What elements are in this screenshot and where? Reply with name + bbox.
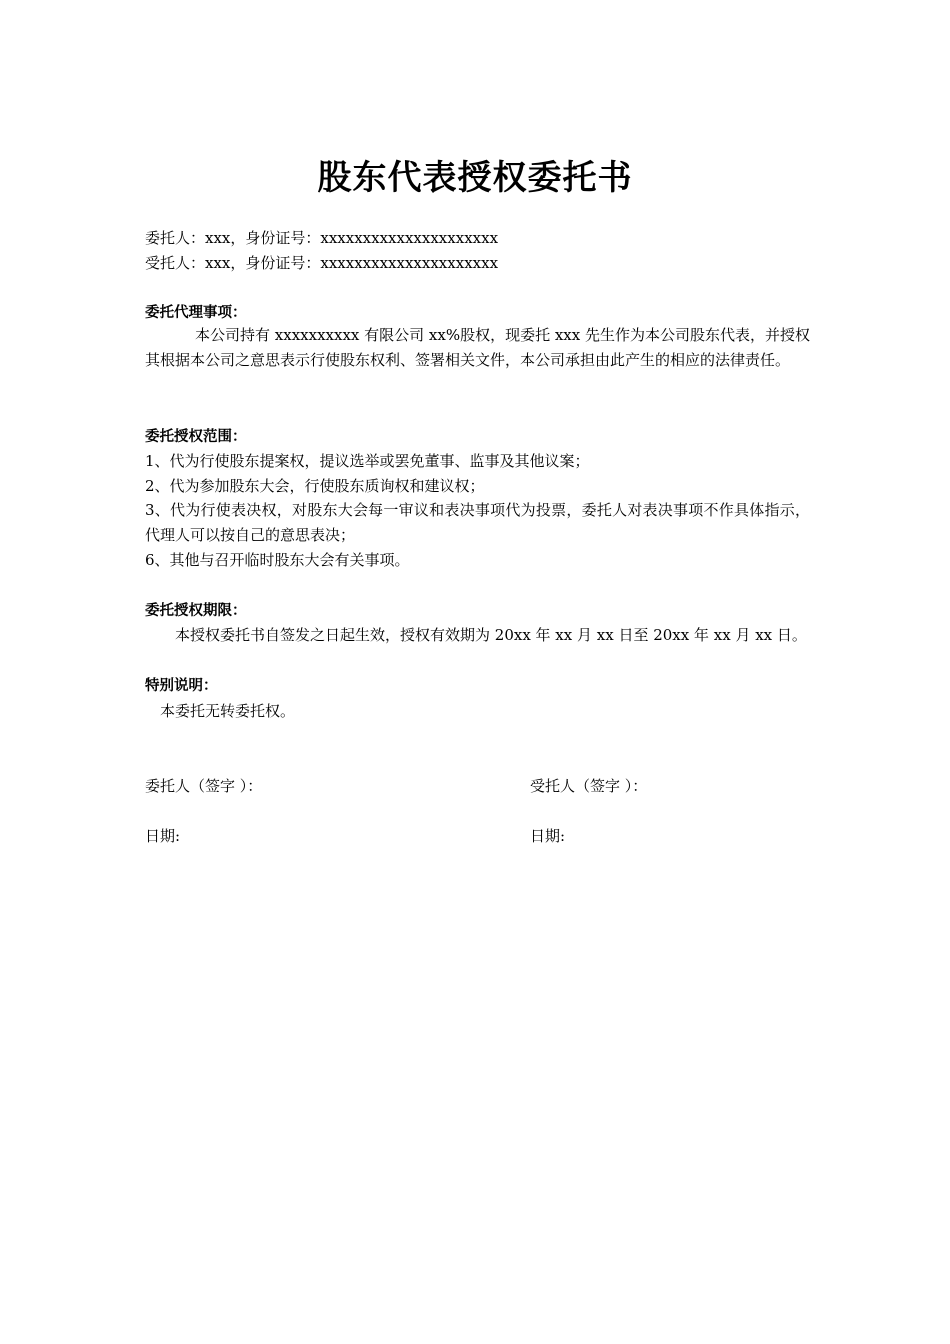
agent-line: 受托人：xxx，身份证号：xxxxxxxxxxxxxxxxxxxxx [145,254,499,272]
scope-item-2: 2、代为参加股东大会，行使股东质询权和建议权； [145,477,485,495]
scope-item-4: 6、其他与召开临时股东大会有关事项。 [145,551,410,569]
matters-heading: 委托代理事项： [145,305,247,321]
principal-line: 委托人：xxx，身份证号：xxxxxxxxxxxxxxxxxxxxx [145,229,499,247]
principal-date-label: 日期: [145,827,181,845]
agent-date-label: 日期: [530,827,566,845]
scope-heading: 委托授权范围： [145,429,247,445]
matters-body: 本公司持有 xxxxxxxxxx 有限公司 xx%股权，现委托 xxx 先生作为本公司股东代表，并授权其根据本公司之意思表示行使股东权利、签署相关文件，本公司承担由此产生的相应的法律责任。 [145,326,810,369]
note-heading: 特别说明： [145,678,218,694]
scope-item-1: 1、代为行使股东提案权，提议选举或罢免董事、监事及其他议案； [145,452,590,470]
scope-item-3: 3、代为行使表决权，对股东大会每一审议和表决事项代为投票，委托人对表决事项不作具体指示，代理人可以按自己的意思表决； [145,501,810,544]
note-body: 本委托无转委托权。 [160,702,296,720]
term-body: 本授权委托书自签发之日起生效，授权有效期为 20xx 年 xx 月 xx 日至 20xx 年 xx 月 xx 日。 [175,626,807,644]
document-title: 股东代表授权委托书 [317,158,633,198]
agent-signature-label: 受托人（签字 ）： [530,777,648,795]
term-heading: 委托授权期限： [145,603,247,619]
principal-signature-label: 委托人（签字 ）： [145,777,263,795]
